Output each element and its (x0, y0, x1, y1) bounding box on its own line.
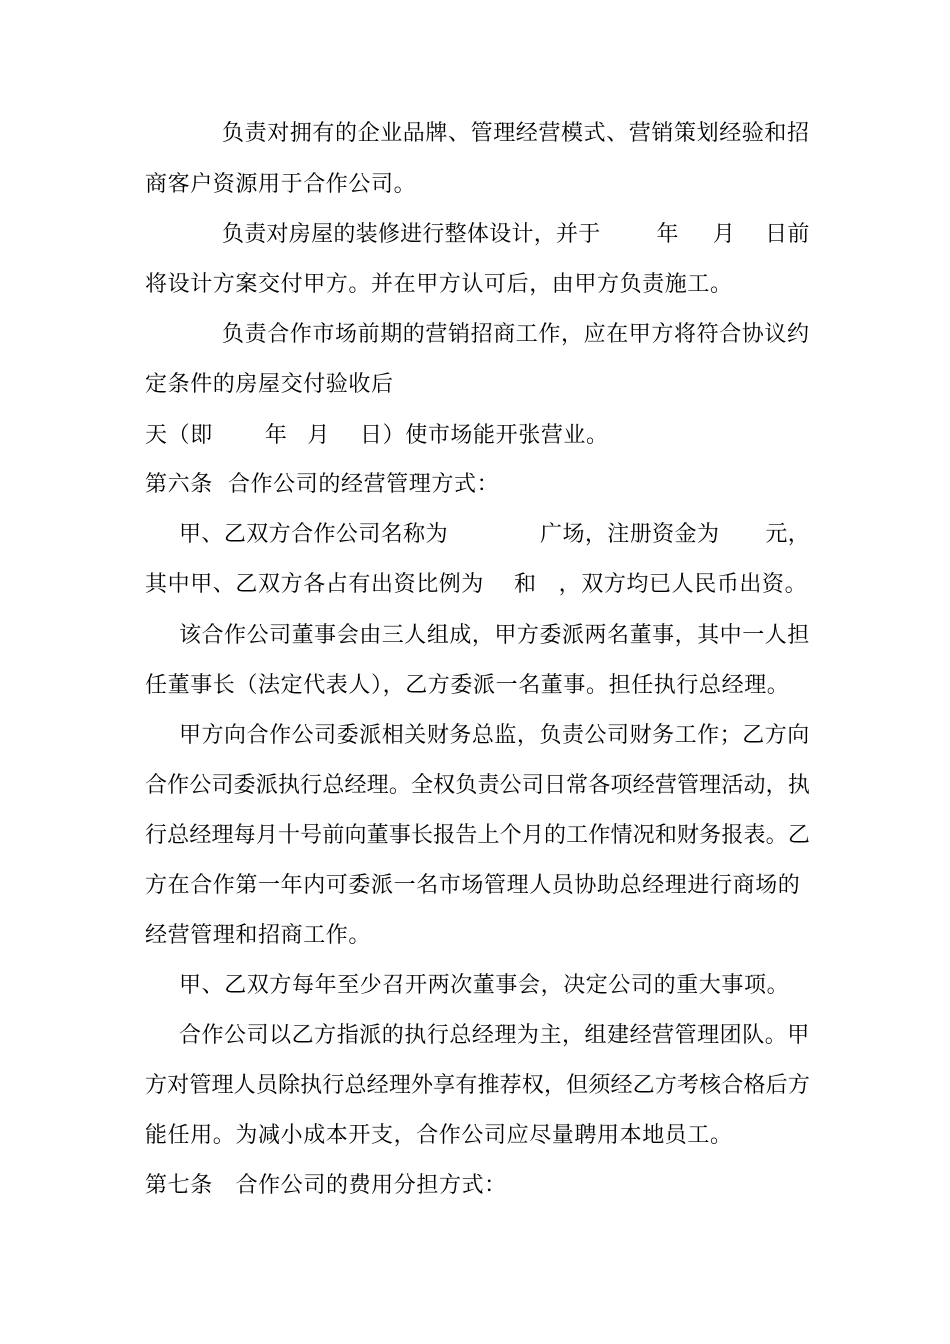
heading-text: 第七条 合作公司的费用分担方式： (145, 1173, 507, 1198)
text-run: ，双方均已人民币出资。 (558, 572, 808, 597)
paragraph-line (145, 172, 416, 198)
date-day-label: 日前 (765, 222, 810, 247)
paragraph-line (145, 1073, 810, 1099)
text-run: 经营管理和招商工作。 (145, 923, 372, 948)
text-run: 能任用。为减小成本开支，合作公司应尽量聘用本地员工。 (145, 1123, 733, 1148)
paragraph-line (145, 923, 371, 949)
heading-text: 第六条 合作公司的经营管理方式： (145, 472, 500, 497)
paragraph-line (145, 272, 733, 298)
text-run: 负责对房屋的装修进行整体设计，并于 (222, 222, 601, 247)
text-run: 甲方向合作公司委派相关财务总监，负责公司财务工作；乙方向 (179, 723, 810, 748)
text-run: 合作公司委派执行总经理。全权负责公司日常各项经营管理活动，执 (145, 773, 811, 798)
paragraph-line (222, 121, 810, 147)
paragraph-line (222, 322, 810, 348)
date-month-label: 月 (307, 423, 331, 448)
text-run: 日）使市场能开张营业。 (360, 423, 609, 448)
text-run: 行总经理每月十号前向董事长报告上个月的工作情况和财务报表。乙 (145, 823, 811, 848)
text-run: 其中甲、乙双方各占有出资比例为 (145, 572, 485, 597)
text-run: 和 (514, 572, 537, 597)
paragraph-line (179, 522, 810, 548)
text-run: 该合作公司董事会由三人组成，甲方委派两名董事，其中一人担 (179, 623, 810, 648)
paragraph-line (145, 572, 807, 598)
paragraph-line (145, 1123, 733, 1149)
paragraph-line (145, 372, 394, 398)
text-run: 商客户资源用于合作公司。 (145, 172, 417, 197)
paragraph-line (145, 773, 810, 799)
section-heading (145, 1173, 507, 1199)
text-run: 广场，注册资金为 (540, 522, 720, 547)
text-run: 方对管理人员除执行总经理外享有推荐权，但须经乙方考核合格后方 (145, 1073, 811, 1098)
paragraph-line (179, 723, 810, 749)
text-run: 方在合作第一年内可委派一名市场管理人员协助总经理进行商场的 (145, 873, 801, 898)
paragraph-line (179, 973, 789, 999)
text-run: 负责合作市场前期的营销招商工作，应在甲方将符合协议约 (222, 322, 810, 347)
date-year-label: 年 (656, 222, 679, 247)
text-run: 任董事长（法定代表人），乙方委派一名董事。担任执行总经理。 (145, 673, 790, 698)
text-run: 元， (765, 522, 811, 547)
paragraph-line (145, 823, 810, 849)
section-heading (145, 472, 499, 498)
text-run: 天（即 (145, 423, 213, 448)
text-run: 定条件的房屋交付验收后 (145, 372, 394, 397)
paragraph-line (145, 423, 609, 449)
text-run: 甲、乙双方每年至少召开两次董事会，决定公司的重大事项。 (179, 973, 790, 998)
paragraph-line (179, 623, 810, 649)
text-run: 负责对拥有的企业品牌、管理经营模式、营销策划经验和招 (222, 121, 810, 146)
text-run: 甲、乙双方合作公司名称为 (179, 522, 449, 547)
date-year-label: 年 (264, 423, 288, 448)
paragraph-line (179, 1023, 810, 1049)
paragraph-line (145, 873, 800, 899)
paragraph-line (222, 222, 810, 248)
text-run: 合作公司以乙方指派的执行总经理为主，组建经营管理团队。甲 (179, 1023, 810, 1048)
date-month-label: 月 (712, 222, 736, 247)
paragraph-line (145, 673, 789, 699)
text-run: 将设计方案交付甲方。并在甲方认可后，由甲方负责施工。 (145, 272, 733, 297)
